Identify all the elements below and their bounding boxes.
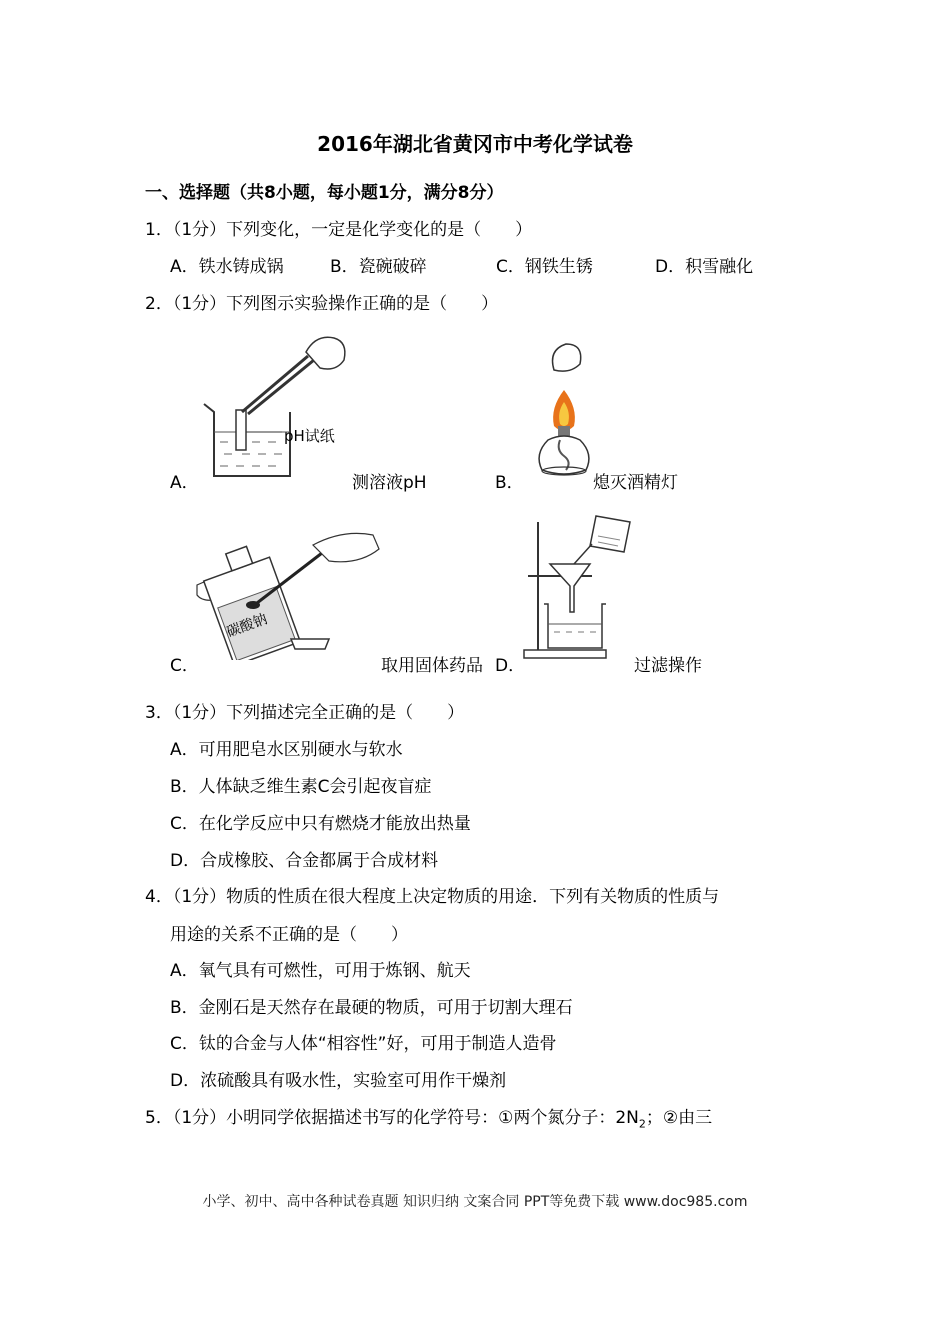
question-2-option-a-caption: 测溶液pH	[352, 473, 427, 493]
solid-reagent-figure	[195, 525, 380, 660]
question-4-option-b: B．金刚石是天然存在最硬的物质，可用于切割大理石	[170, 998, 573, 1018]
question-4-option-a: A．氧气具有可燃性，可用于炼钢、航天	[170, 961, 471, 981]
question-3-option-a: A．可用肥皂水区别硬水与软水	[170, 740, 403, 760]
ph-test-figure	[198, 332, 358, 482]
question-1-option-d: D．积雪融化	[655, 257, 754, 277]
question-4-option-c: C．钛的合金与人体“相容性”好，可用于制造人造骨	[170, 1034, 557, 1054]
question-2-option-a-letter: A．	[170, 473, 199, 493]
question-3-option-b: B．人体缺乏维生素C会引起夜盲症	[170, 777, 432, 797]
question-2-option-b-letter: B．	[495, 473, 524, 493]
question-4-stem-line2: 用途的关系不正确的是（ ）	[170, 925, 408, 945]
question-3-option-d: D．合成橡胶、合金都属于合成材料	[170, 851, 439, 871]
ph-paper-label: pH试纸	[284, 427, 335, 445]
question-5-stem-tail: ；②由三	[645, 1108, 713, 1128]
filtration-figure	[520, 512, 640, 662]
alcohol-lamp-figure	[524, 340, 604, 480]
question-4-stem-line1: 4．（1分）物质的性质在很大程度上决定物质的用途．下列有关物质的性质与	[145, 887, 720, 907]
question-1-option-a: A．铁水铸成锅	[170, 257, 284, 277]
question-3-option-c: C．在化学反应中只有燃烧才能放出热量	[170, 814, 471, 834]
question-5-stem-text: 5．（1分）小明同学依据描述书写的化学符号：①两个氮分子：2N	[145, 1108, 639, 1128]
page-footer: 小学、初中、高中各种试卷真题 知识归纳 文案合同 PPT等免费下载 www.doc985.com	[202, 1194, 748, 1210]
question-2-option-c-caption: 取用固体药品	[381, 656, 483, 676]
question-1-option-b: B．瓷碗破碎	[330, 257, 427, 277]
section-heading: 一、选择题（共8小题，每小题1分，满分8分）	[145, 183, 504, 203]
question-2-option-d-letter: D．	[495, 656, 526, 676]
question-5-stem	[145, 1107, 712, 1135]
question-3-stem: 3．（1分）下列描述完全正确的是（ ）	[145, 703, 465, 723]
page-title: 2016年湖北省黄冈市中考化学试卷	[317, 132, 633, 156]
question-4-option-d: D．浓硫酸具有吸水性，实验室可用作干燥剂	[170, 1071, 507, 1091]
question-1-option-c: C．钢铁生锈	[496, 257, 593, 277]
question-2-option-d-caption: 过滤操作	[634, 656, 702, 676]
question-1-stem: 1．（1分）下列变化，一定是化学变化的是（ ）	[145, 220, 533, 240]
question-5-subscript: 2	[638, 1117, 646, 1131]
question-2-stem: 2．（1分）下列图示实验操作正确的是（ ）	[145, 294, 499, 314]
question-2-option-b-caption: 熄灭酒精灯	[593, 473, 678, 493]
question-2-option-c-letter: C．	[170, 656, 199, 676]
sodium-carbonate-label: 碳酸钠	[224, 611, 270, 641]
